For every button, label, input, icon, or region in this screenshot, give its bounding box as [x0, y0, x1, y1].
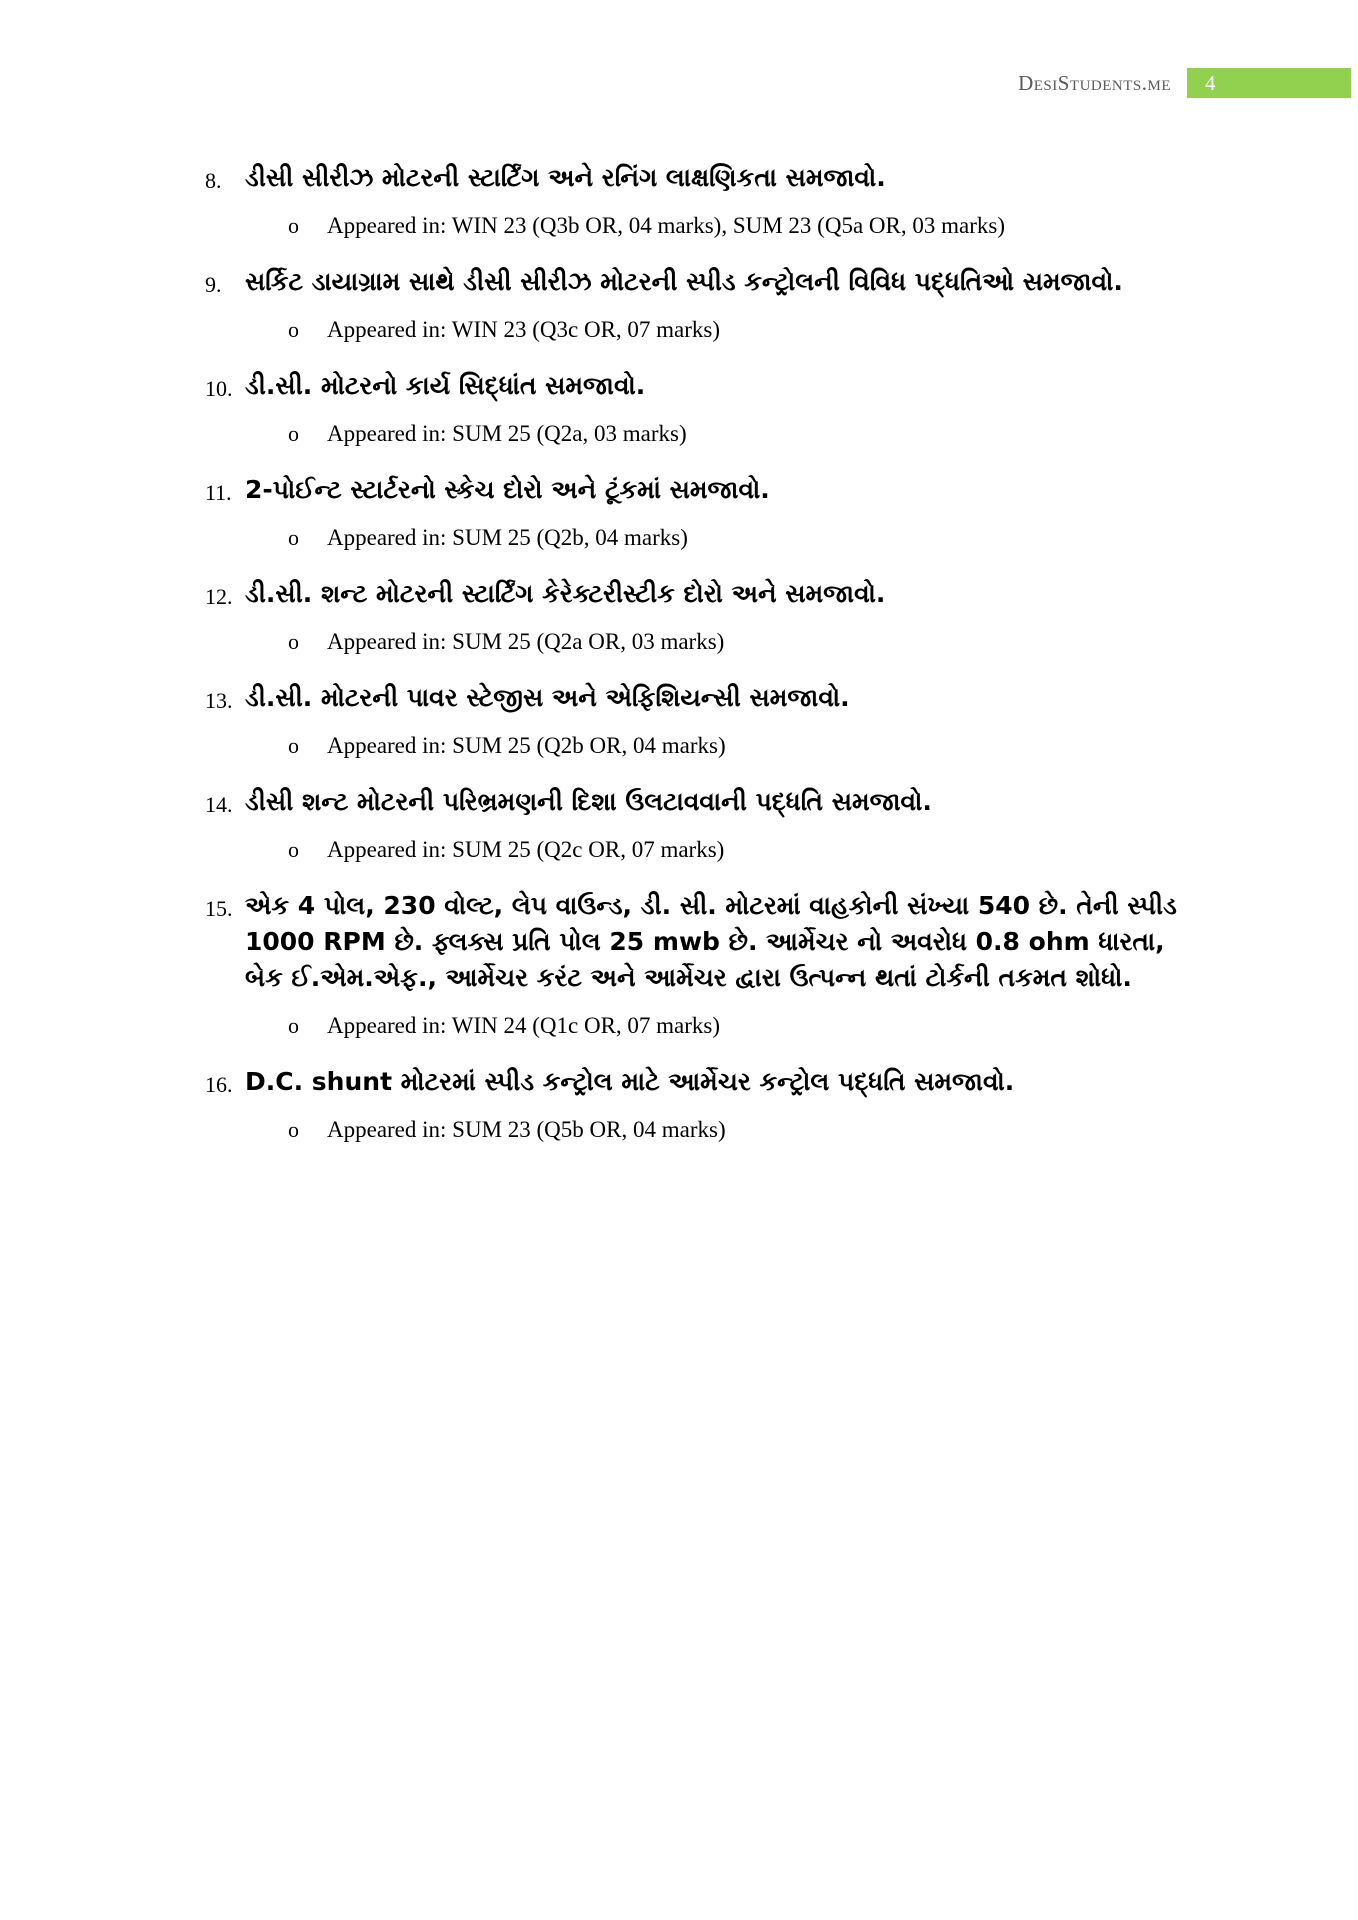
appeared-in-text: Appeared in: SUM 23 (Q5b OR, 04 marks) [327, 1117, 726, 1142]
appeared-in-text: Appeared in: WIN 23 (Q3b OR, 04 marks), SUM 23 (Q5a OR, 03 marks) [327, 213, 1005, 238]
question-text: સર્કિટ ડાયાગ્રામ સાથે ડીસી સીરીઝ મોટરની સ્પીડ કન્ટ્રોલની વિવિધ પદ્ધતિઓ સમજાવો. [245, 267, 1123, 296]
question-item [205, 472, 1205, 560]
question-number: 11. [205, 480, 232, 505]
appeared-in-line [205, 412, 1205, 456]
question-item [205, 576, 1205, 664]
appeared-in-text: Appeared in: SUM 25 (Q2b OR, 04 marks) [327, 733, 726, 758]
question-item [205, 888, 1205, 1048]
bullet-icon: o [288, 213, 299, 238]
appeared-in-line [205, 1108, 1205, 1152]
question-text: એક 4 પોલ, 230 વોલ્ટ, લેપ વાઉન્ડ, ડી. સી. મોટરમાં વાહકોની સંખ્યા 540 છે. તેની સ્પીડ 1000 RPM છે. ફ્લક્સ પ્રતિ પોલ 25 mwb છે. આર્મેચર નો અવરોધ 0.8 ohm ધારતા, બેક ઈ.એમ.એફ., આર્મેચર કરંટ અને આર્મેચર દ્વારા ઉત્પન્ન થતાં ટોર્કની તકમત શોધો. [245, 891, 1177, 992]
appeared-in-text: Appeared in: SUM 25 (Q2b, 04 marks) [327, 525, 688, 550]
appeared-in-text: Appeared in: WIN 24 (Q1c OR, 07 marks) [327, 1013, 721, 1038]
appeared-in-line [205, 204, 1205, 248]
bullet-icon: o [288, 317, 299, 342]
appeared-in-line [205, 516, 1205, 560]
question-text: ડીસી સીરીઝ મોટરની સ્ટાર્ટિંગ અને રનિંગ લાક્ષણિકતા સમજાવો. [245, 163, 886, 192]
question-number: 9. [205, 272, 222, 297]
appeared-in-text: Appeared in: WIN 23 (Q3c OR, 07 marks) [327, 317, 721, 342]
bullet-icon: o [288, 733, 299, 758]
question-number: 14. [205, 792, 233, 817]
question-text: ડી.સી. મોટરનો કાર્ય સિદ્ધાંત સમજાવો. [245, 371, 646, 400]
question-text: ડી.સી. મોટરની પાવર સ્ટેજીસ અને એફિશિયન્સી સમજાવો. [245, 683, 850, 712]
question-number: 15. [205, 896, 233, 921]
question-number: 8. [205, 168, 222, 193]
question-item [205, 264, 1205, 352]
appeared-in-line [205, 828, 1205, 872]
question-number: 16. [205, 1072, 233, 1097]
question-list [205, 160, 1205, 1168]
question-number: 12. [205, 584, 233, 609]
appeared-in-text: Appeared in: SUM 25 (Q2a, 03 marks) [327, 421, 687, 446]
question-number: 10. [205, 376, 233, 401]
question-text: ડીસી શન્ટ મોટરની પરિભ્રમણની દિશા ઉલટાવવાની પદ્ધતિ સમજાવો. [245, 787, 932, 816]
question-item [205, 160, 1205, 248]
page-number: 4 [1205, 70, 1216, 95]
question-item [205, 368, 1205, 456]
appeared-in-line [205, 1004, 1205, 1048]
page-header [1018, 68, 1358, 98]
bullet-icon: o [288, 421, 299, 446]
appeared-in-line [205, 620, 1205, 664]
question-item [205, 1064, 1205, 1152]
bullet-icon: o [288, 1117, 299, 1142]
bullet-icon: o [288, 629, 299, 654]
bullet-icon: o [288, 837, 299, 862]
bullet-icon: o [288, 525, 299, 550]
question-text: ડી.સી. શન્ટ મોટરની સ્ટાર્ટિંગ કેરેક્ટરીસ્ટીક દોરો અને સમજાવો. [245, 579, 886, 608]
site-name: DesiStudents.me [1018, 70, 1171, 95]
appeared-in-line [205, 308, 1205, 352]
appeared-in-text: Appeared in: SUM 25 (Q2c OR, 07 marks) [327, 837, 725, 862]
question-text: D.C. shunt મોટરમાં સ્પીડ કન્ટ્રોલ માટે આર્મેચર કન્ટ્રોલ પદ્ધતિ સમજાવો. [245, 1067, 1015, 1096]
question-item [205, 680, 1205, 768]
page-number-badge [1187, 68, 1351, 98]
appeared-in-line [205, 724, 1205, 768]
question-number: 13. [205, 688, 233, 713]
bullet-icon: o [288, 1013, 299, 1038]
appeared-in-text: Appeared in: SUM 25 (Q2a OR, 03 marks) [327, 629, 725, 654]
question-text: 2-પોઈન્ટ સ્ટાર્ટરનો સ્કેચ દોરો અને ટૂંકમાં સમજાવો. [245, 475, 770, 504]
question-item [205, 784, 1205, 872]
